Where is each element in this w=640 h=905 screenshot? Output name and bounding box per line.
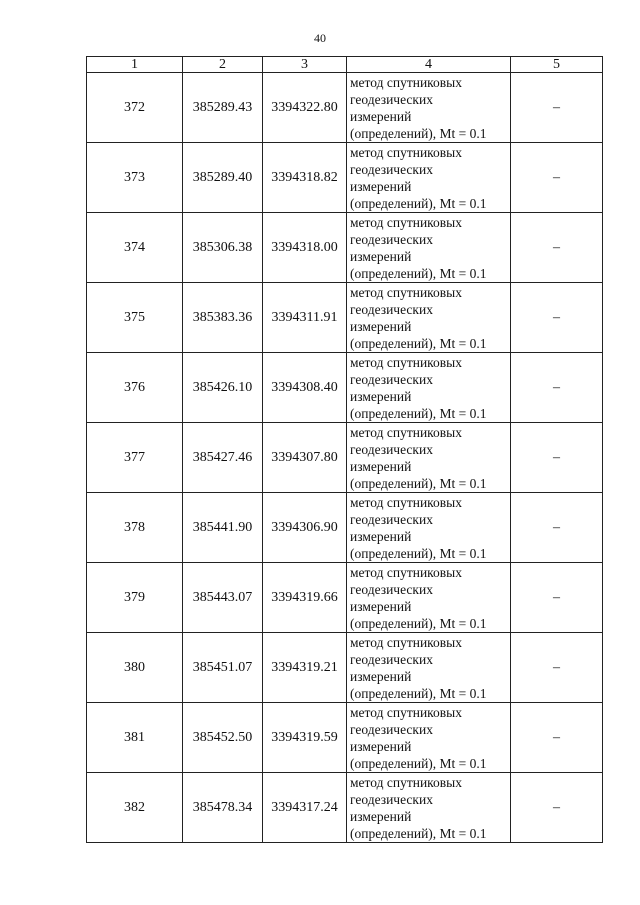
method-description: метод спутниковых геодезических измерений (определений), Mt = 0.1 <box>347 773 511 843</box>
note-cell: – <box>511 353 603 423</box>
method-description: метод спутниковых геодезических измерений (определений), Mt = 0.1 <box>347 143 511 213</box>
method-description: метод спутниковых геодезических измерений (определений), Mt = 0.1 <box>347 213 511 283</box>
coord-y: 3394319.21 <box>263 633 347 703</box>
point-number: 379 <box>87 563 183 633</box>
header-col-1: 1 <box>87 57 183 73</box>
note-cell: – <box>511 633 603 703</box>
coord-x: 385441.90 <box>183 493 263 563</box>
coordinates-table <box>86 56 603 843</box>
table-row <box>87 633 603 703</box>
coord-x: 385443.07 <box>183 563 263 633</box>
method-description: метод спутниковых геодезических измерений (определений), Mt = 0.1 <box>347 353 511 423</box>
table-row <box>87 143 603 213</box>
coord-y: 3394319.59 <box>263 703 347 773</box>
table-row <box>87 283 603 353</box>
point-number: 373 <box>87 143 183 213</box>
point-number: 374 <box>87 213 183 283</box>
header-col-5: 5 <box>511 57 603 73</box>
table-row <box>87 213 603 283</box>
method-description: метод спутниковых геодезических измерений (определений), Mt = 0.1 <box>347 73 511 143</box>
coord-y: 3394322.80 <box>263 73 347 143</box>
table-row <box>87 73 603 143</box>
point-number: 372 <box>87 73 183 143</box>
table-row <box>87 423 603 493</box>
coord-y: 3394317.24 <box>263 773 347 843</box>
page-number: 40 <box>314 31 326 45</box>
table-row <box>87 493 603 563</box>
note-cell: – <box>511 73 603 143</box>
method-description: метод спутниковых геодезических измерений (определений), Mt = 0.1 <box>347 633 511 703</box>
coord-y: 3394308.40 <box>263 353 347 423</box>
coord-y: 3394318.82 <box>263 143 347 213</box>
note-cell: – <box>511 283 603 353</box>
point-number: 381 <box>87 703 183 773</box>
coord-y: 3394306.90 <box>263 493 347 563</box>
coord-x: 385478.34 <box>183 773 263 843</box>
table-body <box>87 73 603 843</box>
header-col-2: 2 <box>183 57 263 73</box>
coord-y: 3394307.80 <box>263 423 347 493</box>
method-description: метод спутниковых геодезических измерений (определений), Mt = 0.1 <box>347 563 511 633</box>
point-number: 378 <box>87 493 183 563</box>
method-description: метод спутниковых геодезических измерений (определений), Mt = 0.1 <box>347 283 511 353</box>
coord-y: 3394318.00 <box>263 213 347 283</box>
coord-x: 385306.38 <box>183 213 263 283</box>
table-row <box>87 703 603 773</box>
note-cell: – <box>511 703 603 773</box>
table-row <box>87 563 603 633</box>
coord-x: 385452.50 <box>183 703 263 773</box>
point-number: 377 <box>87 423 183 493</box>
note-cell: – <box>511 213 603 283</box>
coord-x: 385451.07 <box>183 633 263 703</box>
note-cell: – <box>511 423 603 493</box>
table-row <box>87 353 603 423</box>
point-number: 375 <box>87 283 183 353</box>
method-description: метод спутниковых геодезических измерений (определений), Mt = 0.1 <box>347 423 511 493</box>
table-row <box>87 773 603 843</box>
coord-y: 3394319.66 <box>263 563 347 633</box>
coord-x: 385426.10 <box>183 353 263 423</box>
header-col-3: 3 <box>263 57 347 73</box>
note-cell: – <box>511 563 603 633</box>
coord-y: 3394311.91 <box>263 283 347 353</box>
note-cell: – <box>511 143 603 213</box>
method-description: метод спутниковых геодезических измерений (определений), Mt = 0.1 <box>347 703 511 773</box>
point-number: 382 <box>87 773 183 843</box>
note-cell: – <box>511 493 603 563</box>
table-header <box>87 57 603 73</box>
method-description: метод спутниковых геодезических измерений (определений), Mt = 0.1 <box>347 493 511 563</box>
note-cell: – <box>511 773 603 843</box>
coord-x: 385383.36 <box>183 283 263 353</box>
coord-x: 385289.40 <box>183 143 263 213</box>
header-col-4: 4 <box>347 57 511 73</box>
point-number: 380 <box>87 633 183 703</box>
point-number: 376 <box>87 353 183 423</box>
coord-x: 385289.43 <box>183 73 263 143</box>
coord-x: 385427.46 <box>183 423 263 493</box>
header-row <box>87 57 603 73</box>
